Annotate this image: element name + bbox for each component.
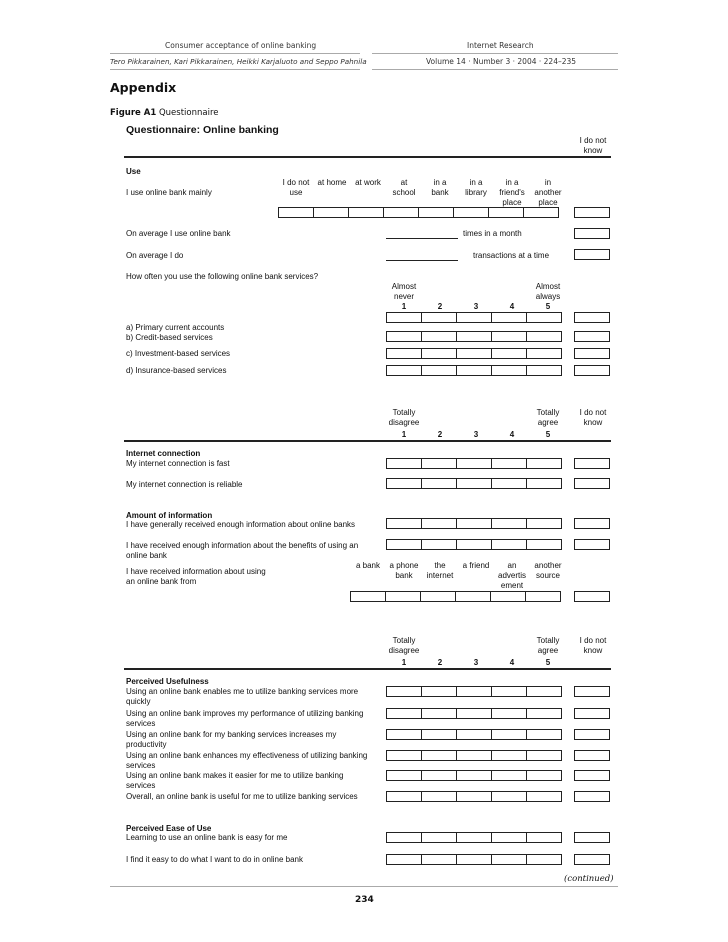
information-q3: I have received information about using an online bank from	[126, 567, 266, 586]
service-a-label: a) Primary current accounts	[126, 323, 225, 332]
dont-know-checkbox[interactable]	[574, 312, 610, 323]
authors: Tero Pikkarainen, Kari Pikkarainen, Heikki Karjaluoto and Seppo Pahnila	[110, 57, 367, 66]
checkbox[interactable]	[421, 832, 457, 843]
usefulness-q6: Overall, an online bank is useful for me to utilize banking services	[126, 792, 358, 801]
loc-dont-use: I do not use	[282, 178, 310, 197]
use-heading: Use	[126, 167, 141, 176]
totally-agree-header: Totally agree	[536, 636, 560, 655]
checkbox[interactable]	[456, 729, 492, 740]
information-row-1	[386, 518, 561, 529]
ease-row-2	[386, 854, 561, 865]
service-c-label: c) Investment-based services	[126, 349, 231, 358]
checkbox[interactable]	[386, 458, 422, 469]
dont-know-checkbox[interactable]	[574, 249, 610, 260]
checkbox[interactable]	[386, 331, 422, 342]
usefulness-row-4	[386, 750, 561, 761]
loc-work: at work	[355, 178, 381, 187]
dont-know-checkbox[interactable]	[574, 331, 610, 342]
checkbox[interactable]	[491, 365, 527, 376]
checkbox[interactable]	[386, 518, 422, 529]
checkbox[interactable]	[456, 331, 492, 342]
usefulness-row-5	[386, 770, 561, 781]
checkbox[interactable]	[490, 591, 526, 602]
questionnaire-title: Questionnaire: Online banking	[126, 124, 279, 136]
checkbox[interactable]	[526, 750, 562, 761]
checkbox[interactable]	[386, 539, 422, 550]
use-location-row	[278, 207, 558, 218]
checkbox[interactable]	[526, 478, 562, 489]
loc-school: at school	[392, 178, 416, 197]
scale-2: 2	[437, 302, 443, 311]
dont-know-checkbox[interactable]	[574, 591, 610, 602]
checkbox[interactable]	[526, 331, 562, 342]
checkbox[interactable]	[421, 458, 457, 469]
src-bank: a bank	[355, 561, 381, 570]
almost-never-header: Almost never	[391, 282, 417, 301]
checkbox[interactable]	[421, 348, 457, 359]
checkbox[interactable]	[491, 708, 527, 719]
checkbox[interactable]	[386, 729, 422, 740]
usefulness-q4: Using an online bank enhances my effectiveness of utilizing banking services	[126, 751, 368, 770]
avg-do-label: On average I do	[126, 251, 184, 260]
ease-heading: Perceived Ease of Use	[126, 824, 212, 833]
checkbox[interactable]	[455, 591, 491, 602]
usefulness-heading: Perceived Usefulness	[126, 677, 209, 686]
how-often-label: How often you use the following online bank services?	[126, 272, 319, 281]
service-row-c	[386, 348, 561, 359]
loc-library: in a library	[465, 178, 487, 197]
running-title: Consumer acceptance of online banking	[165, 41, 317, 50]
scale-2: 2	[437, 430, 443, 439]
checkbox[interactable]	[491, 729, 527, 740]
checkbox[interactable]	[456, 854, 492, 865]
checkbox[interactable]	[491, 518, 527, 529]
src-advert: an advertis ement	[497, 561, 527, 590]
usefulness-row-2	[386, 708, 561, 719]
checkbox[interactable]	[278, 207, 314, 218]
information-q1: I have generally received enough information about online banks	[126, 520, 356, 529]
scale-3: 3	[473, 658, 479, 667]
checkbox[interactable]	[421, 750, 457, 761]
checkbox[interactable]	[491, 791, 527, 802]
checkbox[interactable]	[491, 348, 527, 359]
checkbox[interactable]	[526, 832, 562, 843]
service-row-d	[386, 365, 561, 376]
checkbox[interactable]	[421, 708, 457, 719]
scale-1: 1	[401, 302, 407, 311]
checkbox[interactable]	[386, 750, 422, 761]
internet-row-1	[386, 458, 561, 469]
checkbox[interactable]	[386, 770, 422, 781]
figure-caption: Figure A1 Questionnaire	[110, 108, 219, 118]
internet-heading: Internet connection	[126, 449, 201, 458]
checkbox[interactable]	[491, 458, 527, 469]
loc-bank: in a bank	[431, 178, 449, 197]
dont-know-checkbox[interactable]	[574, 750, 610, 761]
checkbox[interactable]	[386, 686, 422, 697]
dont-know-checkbox[interactable]	[574, 365, 610, 376]
dont-know-checkbox[interactable]	[574, 458, 610, 469]
checkbox[interactable]	[491, 832, 527, 843]
avg-do-blank[interactable]	[386, 260, 458, 261]
checkbox[interactable]	[386, 708, 422, 719]
totally-disagree-header: Totally disagree	[388, 408, 420, 427]
checkbox[interactable]	[421, 770, 457, 781]
avg-use-unit: times in a month	[463, 229, 522, 238]
dont-know-checkbox[interactable]	[574, 348, 610, 359]
internet-row-2	[386, 478, 561, 489]
checkbox[interactable]	[491, 770, 527, 781]
checkbox[interactable]	[421, 686, 457, 697]
dont-know-checkbox[interactable]	[574, 478, 610, 489]
scale-5: 5	[545, 302, 551, 311]
checkbox[interactable]	[526, 729, 562, 740]
checkbox[interactable]	[386, 365, 422, 376]
checkbox[interactable]	[456, 312, 492, 323]
checkbox[interactable]	[526, 312, 562, 323]
dont-know-header: I do not know	[579, 136, 607, 155]
dont-know-header: I do not know	[579, 408, 607, 427]
ease-q2: I find it easy to do what I want to do in online bank	[126, 855, 303, 864]
dont-know-checkbox[interactable]	[574, 228, 610, 239]
usefulness-q5: Using an online bank makes it easier for me to utilize banking services	[126, 771, 344, 790]
scale-5: 5	[545, 658, 551, 667]
src-internet: the internet	[426, 561, 454, 580]
page-number: 234	[355, 895, 374, 905]
dont-know-checkbox[interactable]	[574, 686, 610, 697]
loc-friend: in a friend's place	[499, 178, 525, 207]
checkbox[interactable]	[421, 729, 457, 740]
scale-4: 4	[509, 658, 515, 667]
checkbox[interactable]	[491, 331, 527, 342]
dont-know-checkbox[interactable]	[574, 770, 610, 781]
checkbox[interactable]	[386, 348, 422, 359]
checkbox[interactable]	[386, 854, 422, 865]
checkbox[interactable]	[421, 312, 457, 323]
avg-do-unit: transactions at a time	[473, 251, 550, 260]
usefulness-q2: Using an online bank improves my performance of utilizing banking services	[126, 709, 364, 728]
internet-q2: My internet connection is reliable	[126, 480, 243, 489]
checkbox[interactable]	[421, 518, 457, 529]
checkbox[interactable]	[313, 207, 349, 218]
checkbox[interactable]	[526, 518, 562, 529]
checkbox[interactable]	[386, 478, 422, 489]
checkbox[interactable]	[385, 591, 421, 602]
journal-name: Internet Research	[467, 41, 534, 50]
dont-know-header: I do not know	[579, 636, 607, 655]
checkbox[interactable]	[491, 854, 527, 865]
checkbox[interactable]	[456, 458, 492, 469]
usefulness-q1: Using an online bank enables me to utilize banking services more quickly	[126, 687, 359, 706]
checkbox[interactable]	[491, 478, 527, 489]
dont-know-checkbox[interactable]	[574, 518, 610, 529]
checkbox[interactable]	[456, 518, 492, 529]
appendix-heading: Appendix	[110, 80, 177, 95]
checkbox[interactable]	[491, 750, 527, 761]
continued-note: (continued)	[564, 874, 614, 884]
checkbox[interactable]	[491, 539, 527, 550]
avg-use-blank[interactable]	[386, 238, 458, 239]
service-row-b	[386, 331, 561, 342]
scale-4: 4	[509, 302, 515, 311]
checkbox[interactable]	[525, 591, 561, 602]
checkbox[interactable]	[523, 207, 559, 218]
checkbox[interactable]	[526, 348, 562, 359]
src-phone: a phone bank	[389, 561, 419, 580]
checkbox[interactable]	[456, 750, 492, 761]
service-d-label: d) Insurance-based services	[126, 366, 227, 375]
dont-know-checkbox[interactable]	[574, 708, 610, 719]
checkbox[interactable]	[526, 539, 562, 550]
checkbox[interactable]	[526, 791, 562, 802]
checkbox[interactable]	[526, 770, 562, 781]
checkbox[interactable]	[453, 207, 489, 218]
scale-3: 3	[473, 430, 479, 439]
checkbox[interactable]	[383, 207, 419, 218]
scale-5: 5	[545, 430, 551, 439]
dont-know-checkbox[interactable]	[574, 729, 610, 740]
scale-4: 4	[509, 430, 515, 439]
information-q2: I have received enough information about the benefits of using an online bank	[126, 541, 359, 560]
checkbox[interactable]	[386, 312, 422, 323]
checkbox[interactable]	[421, 854, 457, 865]
service-row-extra	[386, 312, 561, 323]
checkbox[interactable]	[456, 539, 492, 550]
checkbox[interactable]	[491, 686, 527, 697]
information-heading: Amount of information	[126, 511, 213, 520]
use-mainly-label: I use online bank mainly	[126, 188, 212, 197]
checkbox[interactable]	[456, 708, 492, 719]
usefulness-row-1	[386, 686, 561, 697]
information-row-2	[386, 539, 561, 550]
almost-always-header: Almost always	[535, 282, 561, 301]
checkbox[interactable]	[386, 832, 422, 843]
checkbox[interactable]	[456, 832, 492, 843]
usefulness-q3: Using an online bank for my banking services increases my productivity	[126, 730, 337, 749]
service-b-label: b) Credit-based services	[126, 333, 213, 342]
checkbox[interactable]	[456, 478, 492, 489]
scale-2: 2	[437, 658, 443, 667]
checkbox[interactable]	[456, 770, 492, 781]
usefulness-row-6	[386, 791, 561, 802]
checkbox[interactable]	[386, 791, 422, 802]
loc-home: at home	[317, 178, 347, 187]
scale-3: 3	[473, 302, 479, 311]
dont-know-checkbox[interactable]	[574, 539, 610, 550]
ease-row-1	[386, 832, 561, 843]
checkbox[interactable]	[491, 312, 527, 323]
usefulness-row-3	[386, 729, 561, 740]
checkbox[interactable]	[488, 207, 524, 218]
checkbox[interactable]	[526, 854, 562, 865]
loc-another: in another place	[534, 178, 562, 207]
src-friend: a friend	[462, 561, 490, 570]
checkbox[interactable]	[526, 708, 562, 719]
checkbox[interactable]	[421, 478, 457, 489]
checkbox[interactable]	[526, 365, 562, 376]
totally-disagree-header: Totally disagree	[388, 636, 420, 655]
information-source-row	[350, 591, 560, 602]
checkbox[interactable]	[350, 591, 386, 602]
dont-know-checkbox[interactable]	[574, 791, 610, 802]
checkbox[interactable]	[526, 686, 562, 697]
ease-q1: Learning to use an online bank is easy for me	[126, 833, 288, 842]
checkbox[interactable]	[456, 348, 492, 359]
checkbox[interactable]	[456, 365, 492, 376]
checkbox[interactable]	[456, 791, 492, 802]
totally-agree-header: Totally agree	[536, 408, 560, 427]
volume-info: Volume 14 · Number 3 · 2004 · 224–235	[426, 57, 577, 66]
dont-know-checkbox[interactable]	[574, 207, 610, 218]
checkbox[interactable]	[456, 686, 492, 697]
checkbox[interactable]	[421, 331, 457, 342]
checkbox[interactable]	[418, 207, 454, 218]
checkbox[interactable]	[526, 458, 562, 469]
internet-q1: My internet connection is fast	[126, 459, 230, 468]
avg-use-label: On average I use online bank	[126, 229, 231, 238]
checkbox[interactable]	[421, 365, 457, 376]
dont-know-checkbox[interactable]	[574, 832, 610, 843]
checkbox[interactable]	[421, 791, 457, 802]
dont-know-checkbox[interactable]	[574, 854, 610, 865]
scale-1: 1	[401, 658, 407, 667]
scale-1: 1	[401, 430, 407, 439]
src-another: another source	[534, 561, 562, 580]
checkbox[interactable]	[348, 207, 384, 218]
checkbox[interactable]	[421, 539, 457, 550]
checkbox[interactable]	[420, 591, 456, 602]
